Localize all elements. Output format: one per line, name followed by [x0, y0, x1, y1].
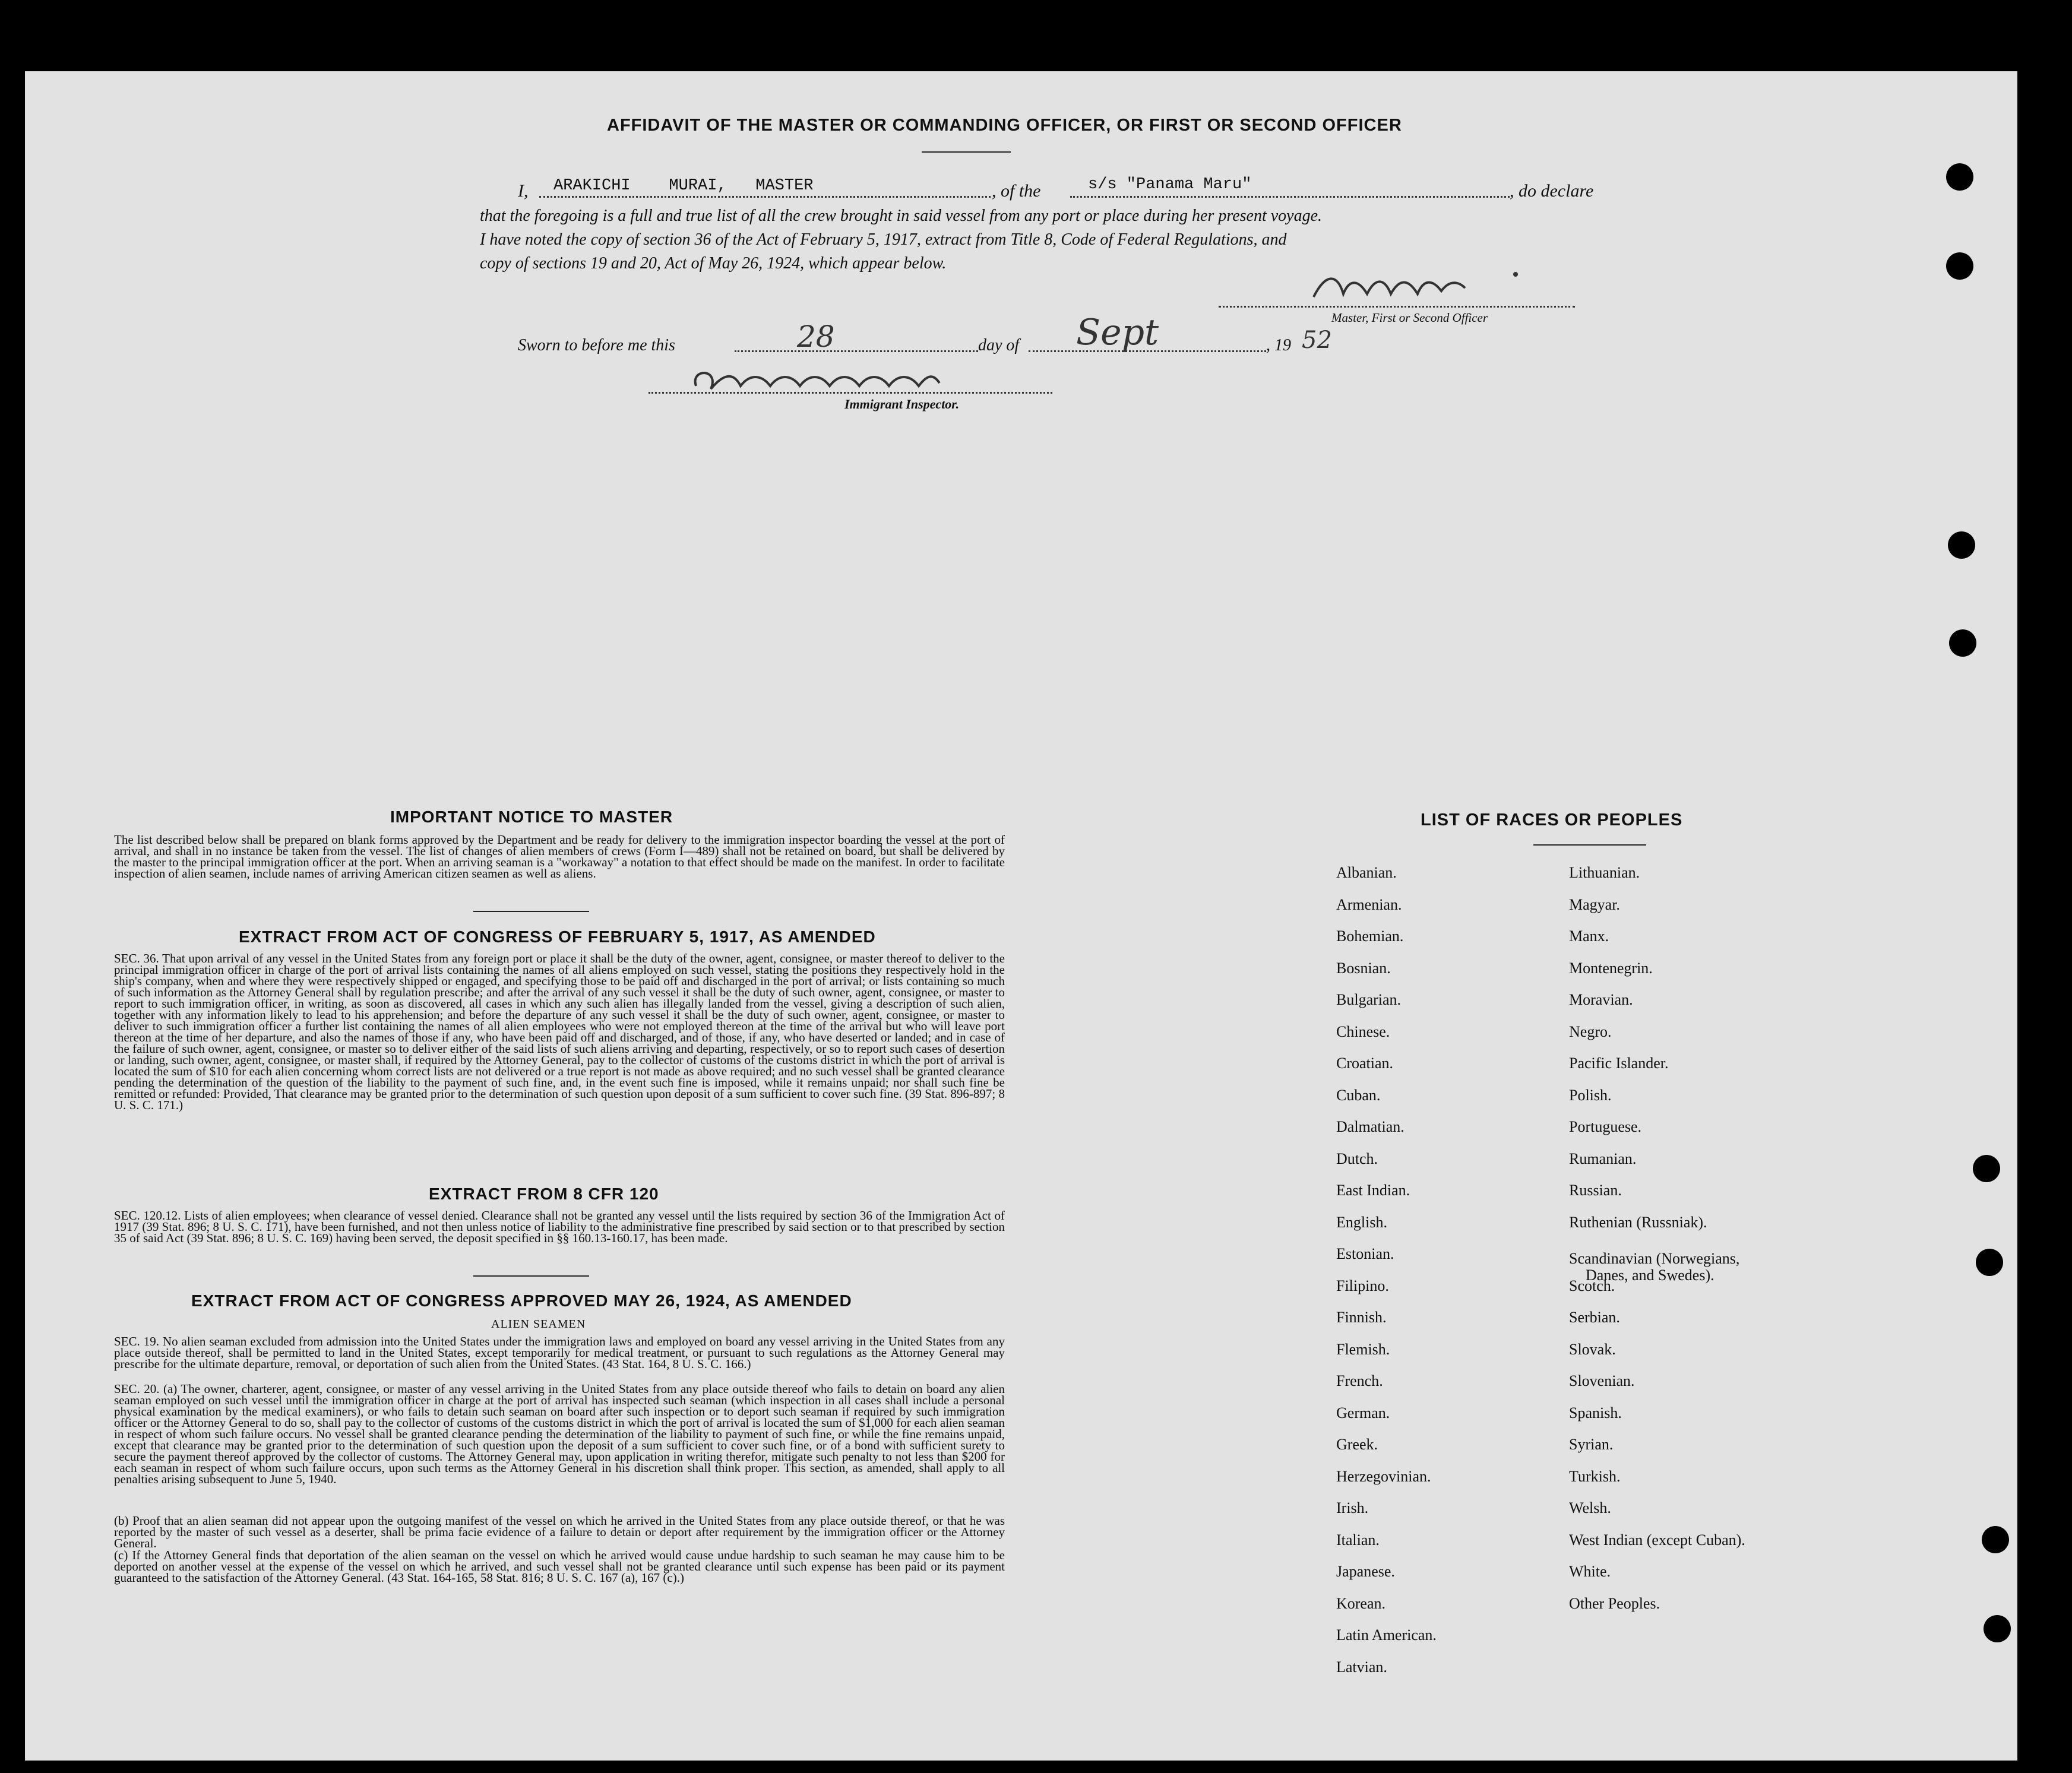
race-item: West Indian (except Cuban). [1569, 1531, 1745, 1549]
sec-20c-body: (c) If the Attorney General finds that deportation of the alien seaman on the vessel on which he arrived would cause undue hardship to such seaman he may cause him to be deported on another vessel at the expense of the vessel on which he arrived, and such vessel shall not be granted clearance until such expense has been paid or its payment guaranteed to the satisfaction of the Attorney General. (43 Stat. 164-165, 58 Stat. 816; 8 U. S. C. 167 (a), 167 (c).) [114, 1548, 1005, 1585]
race-item: Portuguese. [1569, 1118, 1642, 1135]
extract-cfr-title: EXTRACT FROM 8 CFR 120 [429, 1185, 659, 1203]
race-item: Rumanian. [1569, 1150, 1637, 1167]
extract-1924-title: EXTRACT FROM ACT OF CONGRESS APPROVED MAY 26, 1924, AS AMENDED [191, 1291, 852, 1310]
race-item: German. [1336, 1404, 1390, 1421]
race-item: English. [1336, 1213, 1387, 1231]
race-item: Turkish. [1569, 1467, 1621, 1485]
races-divider [1533, 844, 1646, 846]
alien-seamen-subtitle: ALIEN SEAMEN [491, 1318, 586, 1331]
affidavit-line-3: I have noted the copy of section 36 of the Act of February 5, 1917, extract from Title 8, Code of Federal Regulations, and [480, 230, 1287, 249]
notice-title: IMPORTANT NOTICE TO MASTER [390, 808, 673, 826]
master-signature-line [1219, 306, 1575, 308]
race-item: Flemish. [1336, 1340, 1390, 1358]
race-item: Korean. [1336, 1594, 1386, 1612]
binder-hole [1948, 531, 1975, 559]
race-item: Irish. [1336, 1499, 1369, 1516]
race-item: White. [1569, 1563, 1611, 1580]
notice-body: The list described below shall be prepared on blank forms approved by the Department and be ready for delivery to the immigration inspector boarding the vessel at the port of arrival, and shall in no instance be taken from the vessel. The list of changes of alien members of crews (Form I—489) shall not be retained on board, but shall be delivered by the master to the principal immigration officer at the port. When an arriving seaman is a "workaway" a notation to that effect should be made on the manifest. In order to facilitate inspection of alien seamen, include names of arriving American citizen seamen as well as aliens. [114, 832, 1005, 881]
document-page [25, 71, 2017, 1761]
race-item: Spanish. [1569, 1404, 1622, 1421]
sec-20a-body: SEC. 20. (a) The owner, charterer, agent, consignee, or master of any vessel arriving in the United States from any place outside thereof who fails to detain on board any alien seaman employed on such vessel until the immigration officer in charge at the port of arrival has inspected such seaman (which inspection in all cases shall include a personal physical examination by the medical examiners), or who fails to detain such seaman on board after such inspection or to deport such seaman if required by such immigration officer or the Attorney General to do so, shall pay to the collector of customs of the customs district in which the port of arrival is located the sum of $1,000 for each alien seaman in respect of whom such failure occurs. No vessel shall be granted clearance pending the determination of the liability to payment of such fine, or while the fine remains unpaid, except that clearance may be granted prior to the determination of such question upon the deposit of a sum sufficient to cover such fine, or of a bond with sufficient surety to secure the payment thereof approved by the collector of customs. The Attorney General may, upon application in writing therefor, mitigate such penalty to not less than $200 for each seaman in respect of whom such failure occurs, upon such terms as the Attorney General in his discretion shall think proper. This section, as amended, shall apply to all penalties arising subsequent to June 5, 1940. [114, 1382, 1005, 1486]
race-item: Bohemian. [1336, 927, 1404, 945]
race-item: Filipino. [1336, 1277, 1389, 1294]
race-item: Scandinavian (Norwegians, [1569, 1250, 1740, 1267]
binder-hole [1976, 1249, 2003, 1276]
signer-title: Master, First or Second Officer [1331, 311, 1488, 325]
race-item: Latin American. [1336, 1626, 1437, 1644]
race-item: Bulgarian. [1336, 991, 1402, 1008]
race-item: Pacific Islander. [1569, 1055, 1669, 1072]
extract-cfr-body: SEC. 120.12. Lists of alien employees; when clearance of vessel denied. Clearance shall not be granted any vessel until the lists required by section 36 of the Immigration Act of 1917 (39 Stat. 896; 8 U. S. C. 171), have been furnished, and not then unless notice of liability to the administrative fine prescribed by said section or to that prescribed by section 35 of said Act (39 Stat. 896; 8 U. S. C. 169) having been served, the deposit specified in §§ 160.13-160.17, has been made. [114, 1208, 1005, 1245]
day-field: 28 [797, 319, 835, 354]
race-item: French. [1336, 1372, 1383, 1389]
race-item: Scotch. [1569, 1277, 1615, 1294]
race-item: Croatian. [1336, 1055, 1394, 1072]
race-item: Chinese. [1336, 1022, 1390, 1040]
cfr-divider [473, 1275, 589, 1277]
race-item: Cuban. [1336, 1086, 1381, 1104]
race-item: Bosnian. [1336, 959, 1391, 977]
race-item: Dutch. [1336, 1150, 1378, 1167]
binder-hole [1982, 1526, 2009, 1553]
binder-hole [1946, 252, 1973, 280]
race-item: Magyar. [1569, 895, 1620, 913]
binder-hole [1984, 1615, 2011, 1642]
affidavit-title: AFFIDAVIT OF THE MASTER OR COMMANDING OFFICER, OR FIRST OR SECOND OFFICER [607, 116, 1402, 135]
race-item: Japanese. [1336, 1563, 1395, 1580]
race-item: Russian. [1569, 1182, 1622, 1199]
month-field: Sept [1076, 312, 1159, 353]
year-prefix-label: , 19 [1266, 336, 1291, 354]
race-item: Slovenian. [1569, 1372, 1635, 1389]
race-item: Lithuanian. [1569, 864, 1640, 881]
race-item: Negro. [1569, 1022, 1612, 1040]
race-item: Manx. [1569, 927, 1609, 945]
sec-19-body: SEC. 19. No alien seaman excluded from admission into the United States under the immigration laws and employed on board any vessel arriving in the United States from any place outside thereof, shall be permitted to land in the United States, except temporarily for medical treatment, or pursuant to such regulations as the Attorney General may prescribe for the ultimate departure, removal, or deportation of such alien from the United States. (43 Stat. 164, 8 U. S. C. 166.) [114, 1334, 1005, 1371]
day-of-label: day of [978, 336, 1020, 354]
year-field: 52 [1302, 327, 1332, 354]
extract-1917-body: SEC. 36. That upon arrival of any vessel in the United States from any foreign port or place it shall be the duty of the owner, agent, consignee, or master thereof to deliver to the principal immigration officer in charge of the port of arrival lists containing the names of all aliens employed on such vessel, stating the positions they respectively hold in the ship's company, when and where they were respectively shipped or engaged, and specifying those to be paid off and discharged in the port of arrival; or lists containing so much of such information as the Attorney General shall by regulation prescribe; and after the arrival of any such vessel it shall be the duty of such owner, agent, consignee, or master to report to such immigration officer, in writing, as soon as discovered, all cases in which any such alien has illegally landed from the vessel, giving a description of such alien, together with any information likely to lead to his apprehension; and before the departure of any such vessel it shall be the duty of such owner, agent, consignee, or master to deliver to such immigration officer a further list containing the names of all alien employees who were not employed thereon at the time of the arrival but who will leave port thereon at the time of her departure, and also the names of those if any, who have been paid off and discharged, and of those, if any, who have deserted or landed; and in case of the failure of such owner, agent, consignee, or master so to deliver either of the said lists of such aliens arriving and departing, respectively, or so to report such cases of desertion or landing, such owner, agent, consignee, or master shall, if required by the Attorney General, pay to the collector of customs of the customs district in which the port of arrival is located the sum of $10 for each alien concerning whom correct lists are not delivered or a true report is not made as above required; and no such vessel shall be granted clearance pending the determination of the question of the liability to the payment of such fine, and, in the event such fine is imposed, while it remains unpaid; nor shall such fine be remitted or refunded: Provided, That clearance may be granted prior to the determination of such question upon deposit of a sum sufficient to cover such fine. (39 Stat. 896-897; 8 U. S. C. 171.) [114, 951, 1005, 1112]
extract-1917-title: EXTRACT FROM ACT OF CONGRESS OF FEBRUARY 5, 1917, AS AMENDED [239, 927, 876, 946]
race-item: Finnish. [1336, 1309, 1387, 1326]
day-line [735, 350, 978, 352]
inspector-signature-line [649, 392, 1052, 394]
binder-hole [1946, 163, 1973, 191]
do-declare-label: , do declare [1510, 181, 1594, 201]
i-label: I, [518, 181, 529, 201]
races-title: LIST OF RACES OR PEOPLES [1421, 810, 1683, 829]
race-item: Moravian. [1569, 991, 1633, 1008]
race-item: Montenegrin. [1569, 959, 1653, 977]
master-name-field: ARAKICHI MURAI, MASTER [553, 177, 814, 195]
race-item: Danes, and Swedes). [1586, 1267, 1714, 1284]
race-item: Serbian. [1569, 1309, 1620, 1326]
sworn-label: Sworn to before me this [518, 336, 675, 354]
race-item: Italian. [1336, 1531, 1380, 1549]
inspector-label: Immigrant Inspector. [844, 397, 960, 411]
race-item: Other Peoples. [1569, 1594, 1660, 1612]
title-divider [922, 151, 1011, 153]
race-item: Estonian. [1336, 1245, 1394, 1262]
race-item: Greek. [1336, 1436, 1378, 1453]
sec-20b-body: (b) Proof that an alien seaman did not appear upon the outgoing manifest of the vessel on which he arrived in the United States from any place outside thereof, or that he was reported by the master of such vessel as a deserter, shall be prima facie evidence of a failure to detain or deport after requirement by the immigration officer or the Attorney General. [114, 1514, 1005, 1550]
affidavit-line-4: copy of sections 19 and 20, Act of May 26, 1924, which appear below. [480, 254, 947, 273]
race-item: Latvian. [1336, 1658, 1387, 1676]
notice-divider [473, 911, 589, 912]
vessel-name-field: s/s "Panama Maru" [1088, 176, 1252, 194]
race-item: Ruthenian (Russniak). [1569, 1213, 1707, 1231]
race-item: Slovak. [1569, 1340, 1616, 1358]
race-item: Herzegovinian. [1336, 1467, 1431, 1485]
race-item: Dalmatian. [1336, 1118, 1404, 1135]
vessel-line [1070, 196, 1510, 198]
race-item: Armenian. [1336, 895, 1402, 913]
race-item: Syrian. [1569, 1436, 1614, 1453]
race-item: Polish. [1569, 1086, 1612, 1104]
race-item: Welsh. [1569, 1499, 1611, 1516]
name-line [539, 196, 991, 198]
race-item: East Indian. [1336, 1182, 1410, 1199]
binder-hole [1949, 629, 1976, 657]
race-item: Albanian. [1336, 864, 1397, 881]
of-the-label: , of the [992, 181, 1041, 201]
binder-hole [1973, 1155, 2000, 1182]
affidavit-line-2: that the foregoing is a full and true list of all the crew brought in said vessel from any port or place during her present voyage. [480, 207, 1323, 225]
